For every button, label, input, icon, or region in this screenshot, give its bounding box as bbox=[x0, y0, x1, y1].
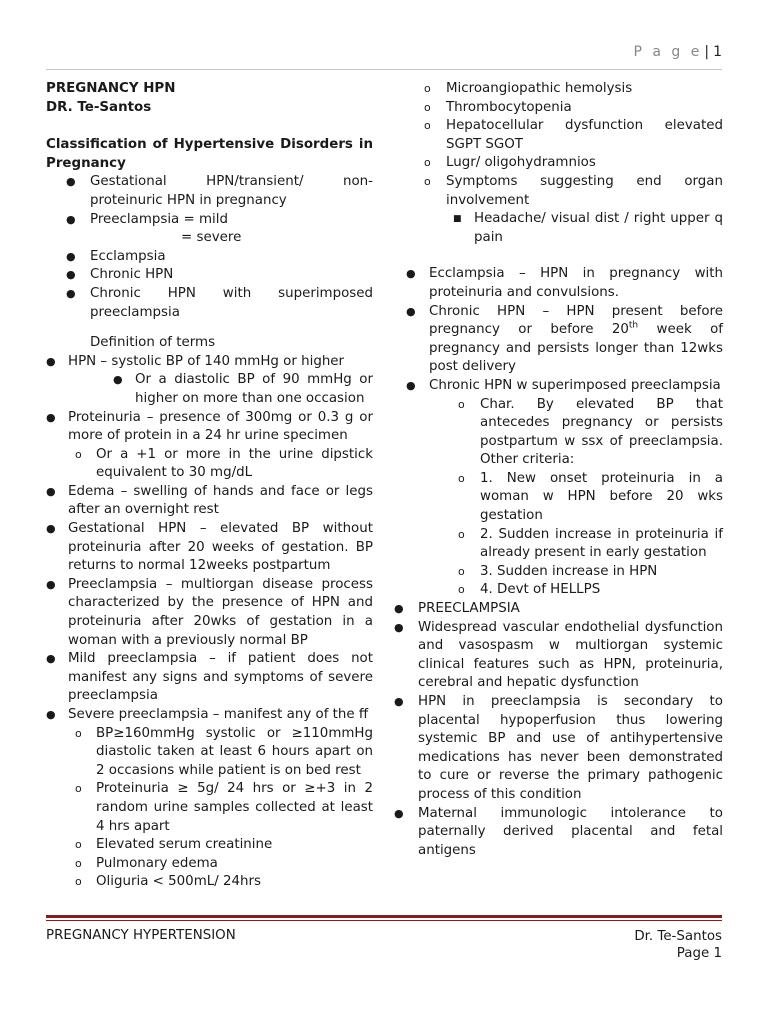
list-item: ● HPN – systolic BP of 140 mmHg or higher bbox=[46, 353, 345, 369]
list-item: o Char. By elevated BP that antecedes pregnancy or persists postpartum w ssx of preeclampsia. Other criteria: bbox=[458, 396, 723, 468]
definition-heading: Definition of terms bbox=[90, 335, 216, 351]
list-item: ■ Headache/ visual dist / right upper q pain bbox=[453, 211, 723, 245]
list-item: ● Widespread vascular endothelial dysfunction and vasospasm w multiorgan systemic clinical features such as HPN, proteinuria, cerebral and hepatic dysfunction bbox=[394, 619, 723, 691]
right-column bbox=[392, 80, 723, 860]
list-item: ● Preeclampsia = mild bbox=[66, 211, 228, 227]
list-item: o Elevated serum creatinine bbox=[75, 837, 273, 853]
list-item: ● Preeclampsia – multiorgan disease process characterized by the presence of HPN and proteinuria after 20wks of gestation in a woman with a previously normal BP bbox=[46, 576, 373, 648]
page-number-header: P a g e | 1 bbox=[633, 44, 722, 60]
list-item: ● Ecclampsia bbox=[66, 248, 166, 264]
header-divider bbox=[46, 69, 722, 70]
list-item: o BP≥160mmHg systolic or ≥110mmHg diastolic taken at least 6 hours apart on 2 occasions while patient is on bed rest bbox=[75, 725, 373, 778]
list-item: ● HPN in preeclampsia is secondary to placental hypoperfusion thus lowering systemic BP and use of antihypertensive medications has never been demonstrated to cure or reverse the primary pathogenic process of this condition bbox=[394, 694, 723, 802]
list-item: ● Maternal immunologic intolerance to paternally derived placental and fetal antigens bbox=[394, 805, 723, 858]
list-item: o Proteinuria ≥ 5g/ 24 hrs or ≥+3 in 2 random urine samples collected at least 4 hrs apart bbox=[75, 781, 373, 834]
list-item: o 4. Devt of HELLPS bbox=[458, 582, 601, 598]
list-item: ● Gestational HPN – elevated BP without proteinuria after 20 weeks of gestation. BP returns to normal 12weeks postpartum bbox=[46, 521, 373, 574]
list-item: o 3. Sudden increase in HPN bbox=[458, 563, 658, 579]
list-item: ● PREECLAMPSIA bbox=[394, 601, 520, 617]
doc-title: PREGNANCY HPN bbox=[46, 81, 176, 96]
list-item: o Oliguria < 500mL/ 24hrs bbox=[75, 874, 261, 890]
list-item: o 2. Sudden increase in proteinuria if already present in early gestation bbox=[458, 526, 723, 561]
list-item: o Hepatocellular dysfunction elevated SGPT SGOT bbox=[424, 118, 723, 152]
list-item: ● Chronic HPN – HPN present before pregnancy or before 20th week of pregnancy and persists longer than 12wks post delivery bbox=[406, 303, 723, 375]
list-item: o Lugr/ oligohydramnios bbox=[424, 155, 596, 171]
list-item-cont: = severe bbox=[181, 230, 242, 246]
list-item: o Thrombocytopenia bbox=[424, 99, 572, 115]
list-item: ● Severe preeclampsia – manifest any of the ff bbox=[46, 707, 369, 722]
list-item: o Microangiopathic hemolysis bbox=[424, 81, 633, 96]
section-heading: Classification of Hypertensive Disorders in Pregnancy bbox=[46, 137, 373, 171]
list-item: ● Gestational HPN/transient/ non-proteinuric HPN in pregnancy bbox=[66, 174, 373, 208]
footer-right bbox=[634, 928, 722, 962]
list-item: ● Or a diastolic BP of 90 mmHg or higher on more than one occasion bbox=[113, 372, 373, 406]
list-item: o Symptoms suggesting end organ involvement bbox=[424, 173, 723, 208]
left-column bbox=[46, 80, 373, 892]
footer-rule-thin bbox=[46, 920, 722, 921]
footer-author: Dr. Te-Santos bbox=[634, 929, 722, 944]
list-item: ● Mild preeclampsia – if patient does not manifest any signs and symptoms of severe preeclampsia bbox=[46, 651, 373, 704]
list-item: ● Ecclampsia – HPN in pregnancy with proteinuria and convulsions. bbox=[406, 266, 723, 300]
list-item: o 1. New onset proteinuria in a woman w HPN before 20 wks gestation bbox=[458, 470, 723, 524]
list-item: ● Chronic HPN with superimposed preeclampsia bbox=[66, 285, 373, 320]
doc-author: DR. Te-Santos bbox=[46, 99, 152, 115]
footer-page: Page 1 bbox=[676, 946, 722, 961]
list-item: ● Chronic HPN bbox=[66, 267, 174, 283]
footer-title: PREGNANCY HYPERTENSION bbox=[46, 928, 236, 943]
list-item: ● Chronic HPN w superimposed preeclampsia bbox=[406, 377, 721, 393]
list-item: o Pulmonary edema bbox=[75, 855, 218, 871]
footer-rule-thick bbox=[46, 915, 722, 918]
list-item: ● Proteinuria – presence of 300mg or 0.3 g or more of protein in a 24 hr urine specimen bbox=[46, 409, 373, 444]
list-item: o Or a +1 or more in the urine dipstick equivalent to 30 mg/dL bbox=[75, 446, 373, 481]
list-item: ● Edema – swelling of hands and face or legs after an overnight rest bbox=[46, 483, 373, 518]
